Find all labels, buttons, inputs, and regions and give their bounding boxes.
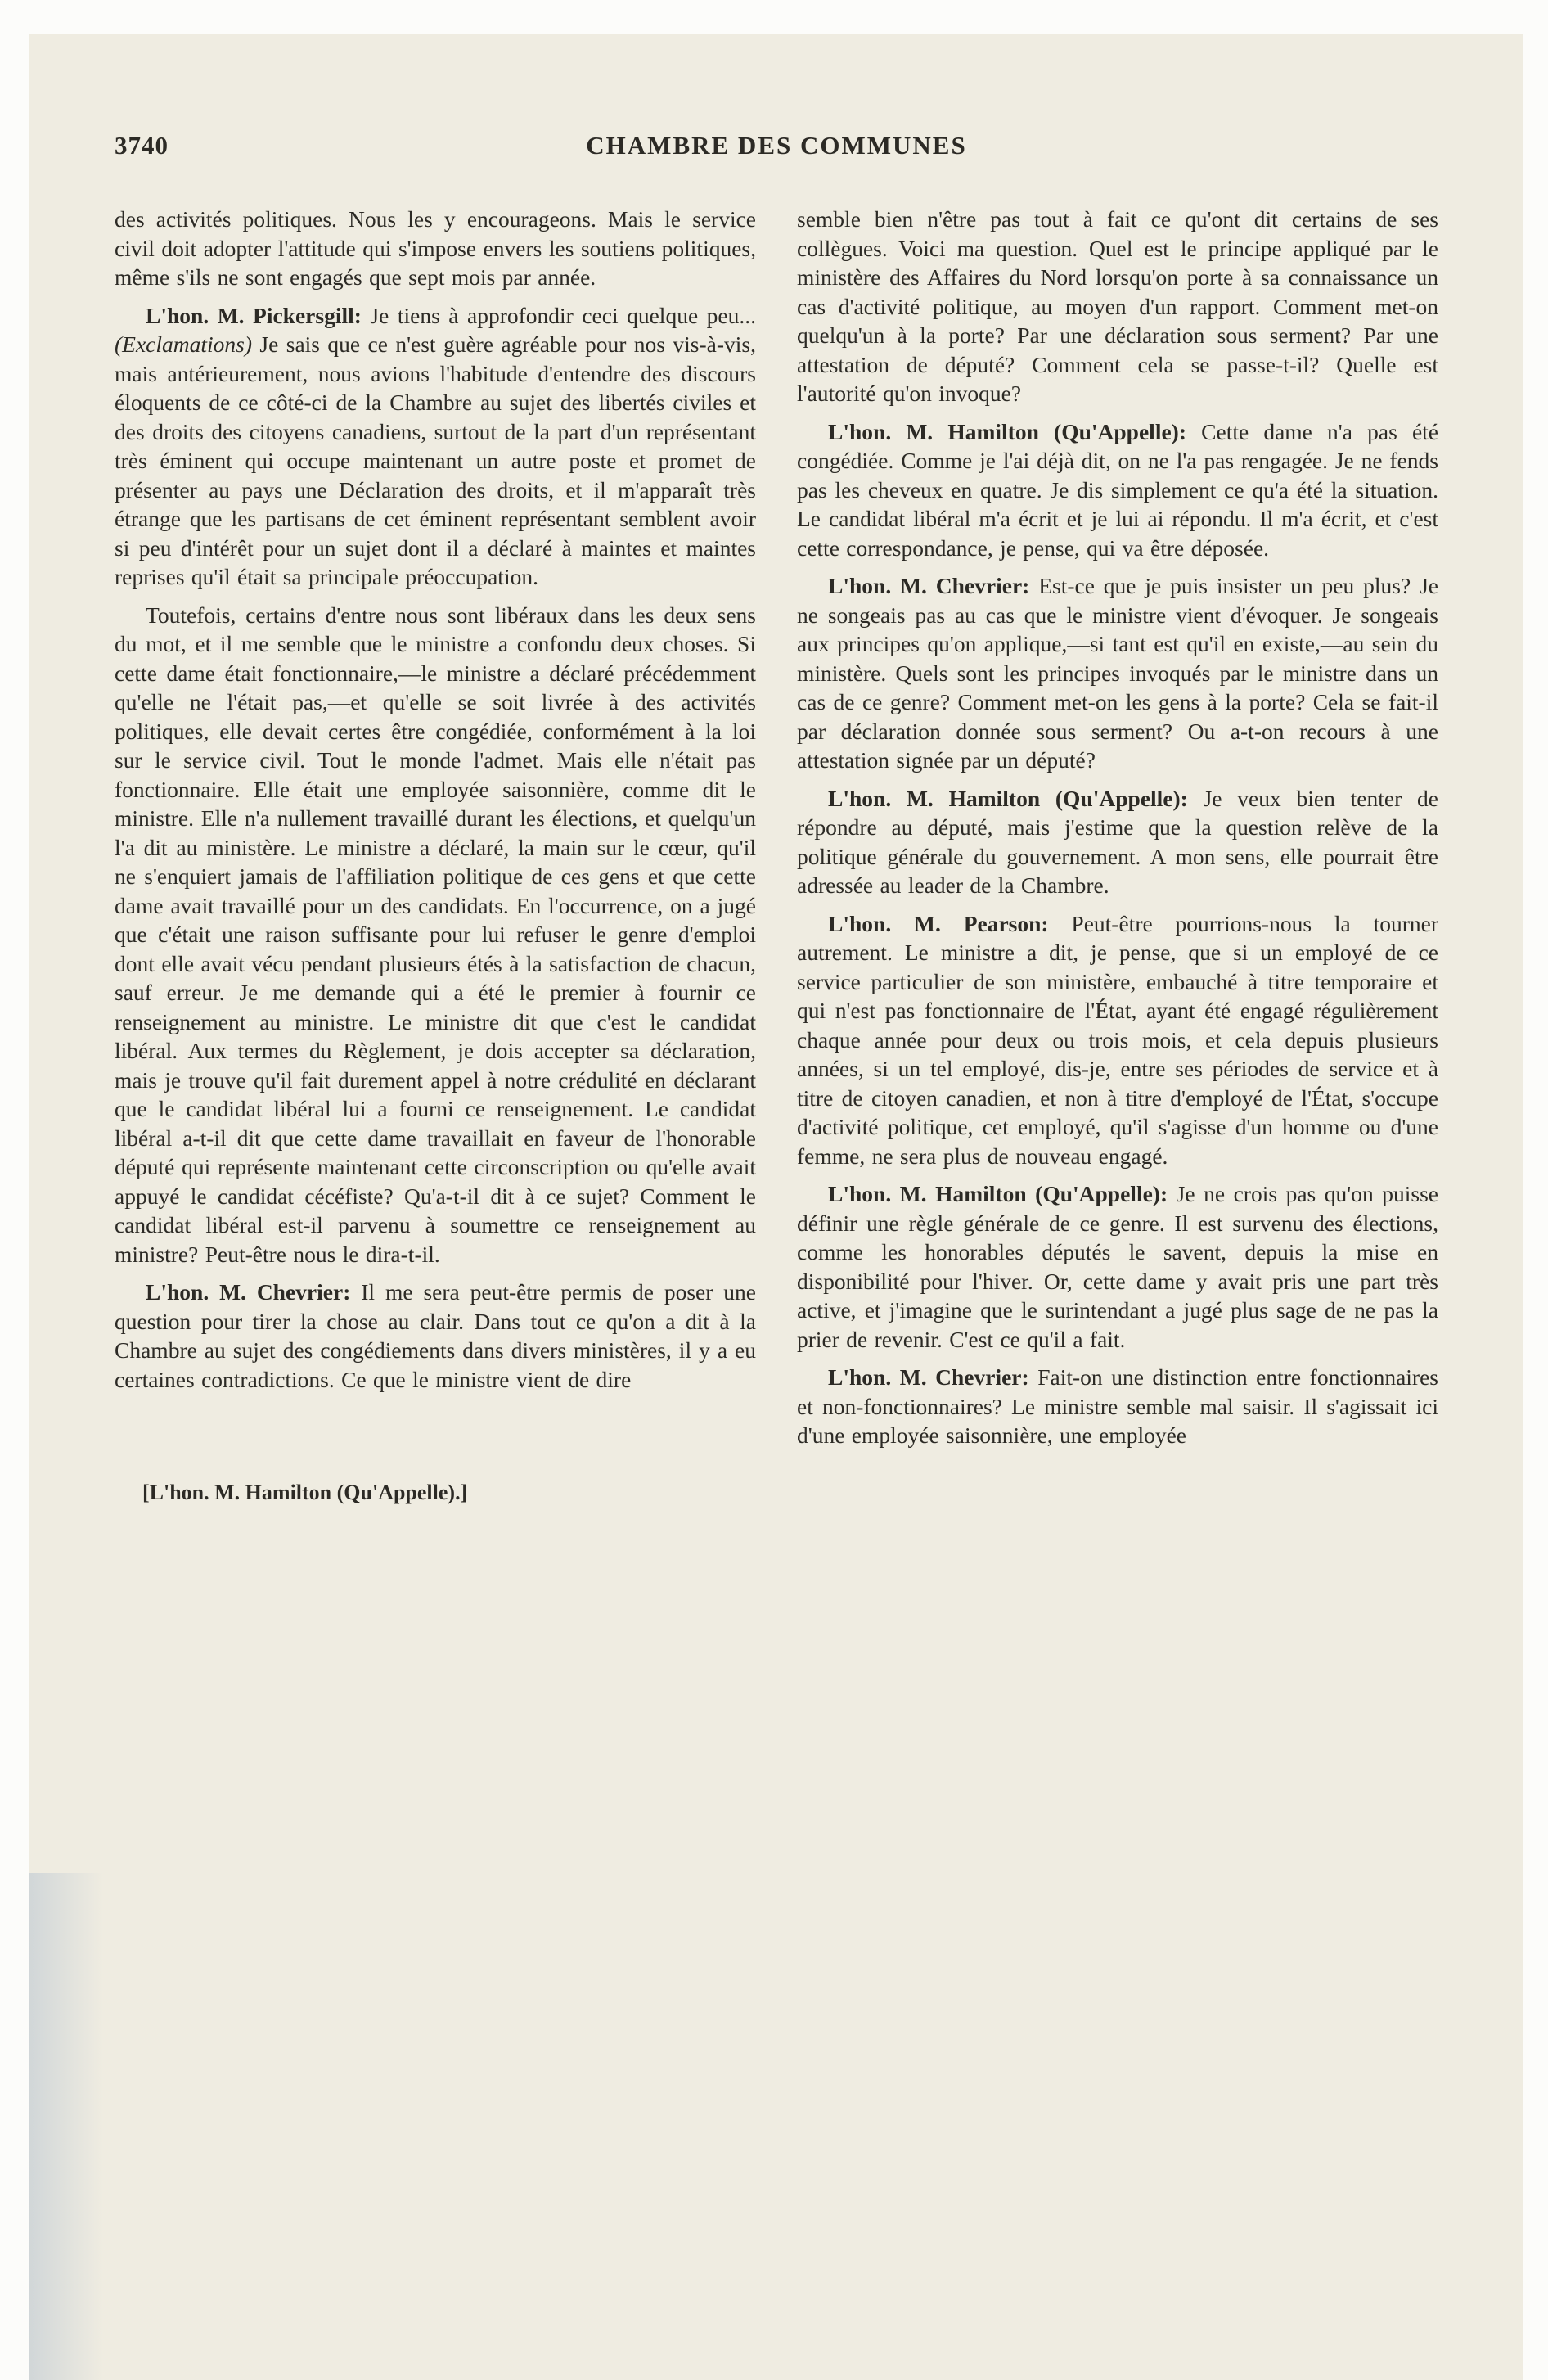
paragraph-text: Peut-être pourrions-nous la tourner autrement. Le ministre a dit, je pense, que si un employé de ce service particulier de son ministère, embauché à titre temporaire et qui n'est pas fonctionnaire de l'État, ayant été engagé régulièrement chaque année pour deux ou trois mois, et cela depuis plusieurs années, si un tel employé, dis-je, entre ses périodes de service et à titre de citoyen canadien, et non à titre d'employé de l'État, s'occupe d'activité politique, cet employé, qu'il s'agisse d'un homme ou d'une femme, ne sera plus de nouveau engagé. [797,910,1438,1169]
page-content [29,34,1523,1538]
text-paragraph [115,601,756,1269]
speaker-name: L'hon. M. Chevrier: [828,573,1030,598]
speaker-name: L'hon. M. Pickersgill: [146,302,362,328]
speech-paragraph [797,784,1438,900]
speech-paragraph [797,571,1438,775]
speech-paragraph [797,417,1438,563]
page-number: 3740 [115,131,169,160]
speech-paragraph [797,909,1438,1171]
speaker-name: L'hon. M. Hamilton (Qu'Appelle): [828,418,1186,444]
speech-paragraph [115,1278,756,1394]
stage-direction: (Exclamations) [115,331,253,357]
speaker-name: L'hon. M. Chevrier: [146,1279,351,1305]
text-paragraph [115,205,756,292]
paragraph-text: des activités politiques. Nous les y encourageons. Mais le service civil doit adopter l'attitude qui s'impose envers les soutiens politiques, même s'ils ne sont engagés que sept mois par année. [115,206,756,290]
two-column-text [115,205,1438,1459]
speaker-name: L'hon. M. Pearson: [828,910,1049,936]
page-header [115,131,1438,167]
speech-paragraph [797,1179,1438,1354]
speech-paragraph [797,1363,1438,1450]
footer-speaker-note: [L'hon. M. Hamilton (Qu'Appelle).] [142,1480,468,1504]
paragraph-text: Je veux bien tenter de répondre au député, mais j'estime que la question relève de la politique générale du gouvernement. A mon sens, elle pourrait être adressée au leader de la Chambre. [797,785,1439,898]
speaker-name: L'hon. M. Hamilton (Qu'Appelle): [828,1181,1168,1206]
paragraph-text: Cette dame n'a pas été congédiée. Comme je l'ai déjà dit, on ne l'a pas rengagée. Je ne fends pas les cheveux en quatre. Je dis simplement ce qu'a été la situation. Le candidat libéral m'a écrit et je lui ai répondu. Il m'a écrit, et c'est cette correspondance, je pense, qui va être déposée. [797,418,1438,561]
paragraph-text: Je sais que ce n'est guère agréable pour nos vis-à-vis, mais antérieurement, nous avions l'habitude d'entendre des discours éloquents de ce côté-ci de la Chambre au sujet des libertés civiles et des droits des citoyens canadiens, surtout de la part d'un représentant très éminent qui occupe maintenant un autre poste et promet de présenter au pays une Déclaration des droits, et il m'apparaît très étrange que les partisans de cet éminent représentant semblent avoir si peu d'intérêt pour un sujet dont il a déclaré à maintes et maintes reprises qu'il était sa principale préoccupation. [115,331,756,589]
page-background [29,34,1523,2380]
page-title: CHAMBRE DES COMMUNES [586,131,967,160]
paragraph-text: Fait-on une distinction entre fonctionnaires et non-fonctionnaires? Le ministre semble mal saisir. Il s'agissait ici d'une employée saisonnière, une employée [797,1364,1438,1448]
paragraph-text: Il me sera peut-être permis de poser une question pour tirer la chose au clair. Dans tout ce qu'on a dit à la Chambre au sujet des congédiements dans divers ministères, il y a eu certaines contradictions. Ce que le ministre vient de dire [115,1279,756,1392]
speech-paragraph [115,301,756,592]
paragraph-text: Je tiens à approfondir ceci quelque peu... [361,302,756,328]
paragraph-text: Je ne crois pas qu'on puisse définir une règle générale de ce genre. Il est survenu des élections, comme les honorables députés le savent, depuis la mise en disponibilité pour l'hiver. Or, cette dame y avait pris une part très active, et j'imagine que le surintendant a jugé plus sage de ne pas la prier de revenir. C'est ce qu'il a fait. [797,1181,1438,1352]
text-paragraph [797,205,1438,408]
right-column [797,205,1438,1459]
paragraph-text: semble bien n'être pas tout à fait ce qu'ont dit certains de ses collègues. Voici ma question. Quel est le principe appliqué par le ministère des Affaires du Nord lorsqu'on porte à sa connaissance un cas d'activité politique, au moyen d'un rapport. Comment met-on quelqu'un à la porte? Par une déclaration sous serment? Par une attestation de député? Comment cela se passe-t-il? Quelle est l'autorité qu'on invoque? [797,206,1438,406]
left-column [115,205,756,1459]
speaker-name: L'hon. M. Chevrier: [828,1364,1029,1390]
paragraph-text: Est-ce que je puis insister un peu plus? Je ne songeais pas au cas que le ministre vient d'évoquer. Je songeais aux principes qu'on applique,—si tant est qu'il en existe,—au sein du ministère. Quels sont les principes invoqués par le ministre dans un cas de ce genre? Comment met-on les gens à la porte? Cela se fait-il par déclaration donnée sous serment? Ou a-t-on recours à une attestation signée par un député? [797,573,1438,773]
speaker-name: L'hon. M. Hamilton (Qu'Appelle): [828,785,1188,811]
paragraph-text: Toutefois, certains d'entre nous sont libéraux dans les deux sens du mot, et il me semble que le ministre a confondu deux choses. Si cette dame était fonctionnaire,—le ministre a déclaré précédemment qu'elle ne l'était pas,—et qu'elle se soit livrée à des activités politiques, elle devait certes être congédiée, conformément à la loi sur le service civil. Tout le monde l'admet. Mais elle n'était pas fonctionnaire. Elle était une employée saisonnière, comme dit le ministre. Elle n'a nullement travaillé durant les élections, et quelqu'un l'a dit au ministère. Le ministre a déclaré, la main sur le cœur, qu'il ne s'enquiert jamais de l'affiliation politique de ces gens et que cette dame avait travaillé pour un des candidats. En l'occurrence, on a jugé que c'était une raison suffisante pour lui refuser le genre d'emploi dont elle avait vécu pendant plusieurs étés à la satisfaction de chacun, sauf erreur. Je me demande qui a été le premier à fournir ce renseignement au ministre. Le ministre dit que c'est le candidat libéral. Aux termes du Règlement, je dois accepter sa déclaration, mais je trouve qu'il fait durement appel à notre crédulité en déclarant que le candidat libéral lui a fourni ce renseignement. Le candidat libéral a-t-il dit que cette dame travaillait en faveur de l'honorable député qui représente maintenant cette circonscription ou qu'elle avait appuyé le candidat cécéfiste? Qu'a-t-il dit à ce sujet? Comment le candidat libéral est-il parvenu à soumettre ce renseignement au ministre? Peut-être nous le dira-t-il. [115,602,756,1267]
